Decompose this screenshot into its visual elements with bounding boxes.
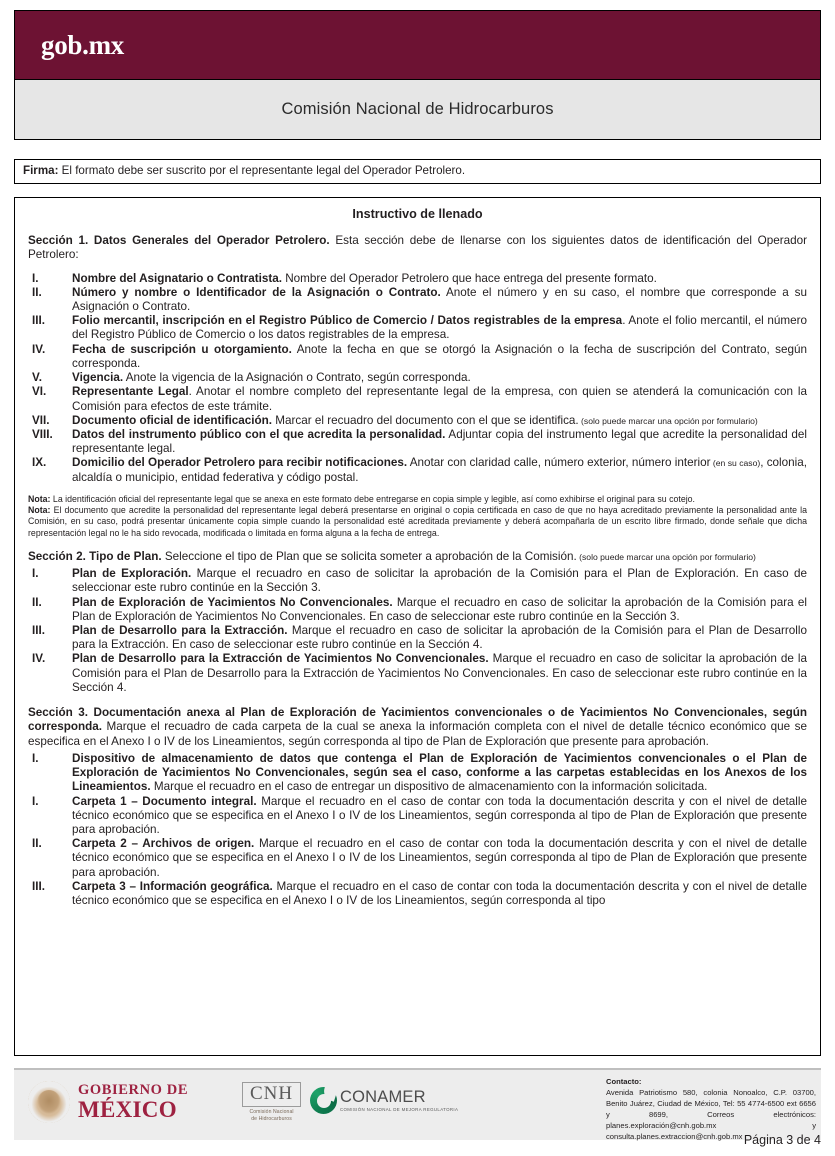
list-item-bold: Plan de Exploración de Yacimientos No Convencionales. bbox=[72, 595, 393, 609]
agency-title-bar bbox=[15, 79, 820, 139]
contacto-title: Contacto: bbox=[606, 1077, 642, 1086]
list-item-text: Marque el recuadro en caso de solicitar la aprobación de la Comisión para el Plan de Desarrollo para la Extracción de Yacimientos No Convencionales. En caso de seleccionar este rubro continúe en la Sección 4. bbox=[72, 652, 807, 694]
list-item bbox=[28, 795, 807, 838]
list-item-bold: Datos del instrumento público con el que acredita la personalidad. bbox=[72, 427, 446, 441]
list-item-numeral: VII. bbox=[32, 413, 50, 427]
cnh-acronym-box bbox=[242, 1082, 301, 1107]
list-item bbox=[28, 652, 807, 695]
list-item-bold: Dispositivo de almacenamiento de datos que contenga el Plan de Exploración de Yacimientos convencionales o el Plan de Exploración de Yacimientos No Convencionales, según sea el caso, conforme a las carpetas establecidas en los Anexos de los Lineamientos. bbox=[72, 751, 807, 794]
seccion1-notas bbox=[28, 494, 807, 539]
nota-1-label: Nota: bbox=[28, 493, 51, 504]
list-item bbox=[28, 624, 807, 652]
list-item bbox=[28, 752, 807, 795]
document-header bbox=[14, 10, 821, 140]
list-item-numeral: II. bbox=[32, 285, 42, 299]
seccion3-heading-bold: Sección 3. Documentación anexa al Plan de Exploración de Yacimientos convencionales o de Yacimientos No Convencionales, según corresponda. bbox=[28, 706, 807, 734]
list-item-text: Anote el número y en su caso, el nombre que corresponde a su Asignación o Contrato. bbox=[72, 285, 807, 313]
list-item-text-cont: , colonia, alcaldía o municipio, entidad federativa y código postal. bbox=[72, 456, 807, 484]
contacto-text: Avenida Patriotismo 580, colonia Nonoalco, C.P. 03700, Benito Juárez, Ciudad de México, Tel: 55 4774-6500 ext 6656 y 8699, Correos electrónicos: planes.exploración@cnh.gob.mx y consulta.planes.extraccion@cnh.gob.mx bbox=[606, 1087, 816, 1141]
nota-1 bbox=[28, 494, 807, 505]
list-item-numeral: II. bbox=[32, 595, 42, 609]
nota-2-text: El documento que acredite la personalidad del representante legal deberá presentarse en original o copia certificada en caso de que no haya acreditado previamente la personalidad ante la Comisión, en su caso, podrá presentar únicamente copia simple cuando la personalidad esté acreditada previamente y deberá acompañarla de un escrito libre firmado, donde señale que dicha representación legal no le ha sido revocada, modificada o limitada en forma alguna a la fecha de entrega. bbox=[28, 505, 807, 538]
seccion1-list bbox=[28, 272, 807, 485]
list-item-fineprint: (en su caso) bbox=[710, 458, 761, 469]
list-item-bold: Fecha de suscripción u otorgamiento. bbox=[72, 342, 292, 356]
list-item-bold: Folio mercantil, inscripción en el Registro Público de Comercio / Datos registrables de la empresa bbox=[72, 314, 623, 328]
nota-2 bbox=[28, 505, 807, 539]
list-item-bold: Representante Legal bbox=[72, 385, 189, 399]
list-item-numeral: VI. bbox=[32, 385, 47, 399]
gobierno-label-line2: MÉXICO bbox=[78, 1097, 177, 1123]
list-item bbox=[28, 343, 807, 371]
list-item-bold: Número y nombre o Identificador de la Asignación o Contrato. bbox=[72, 285, 441, 299]
list-item-numeral: IV. bbox=[32, 652, 46, 666]
firma-box bbox=[14, 159, 821, 184]
list-item-numeral: V. bbox=[32, 371, 42, 385]
list-item-text: Marcar el recuadro del documento con el que se identifica. bbox=[272, 413, 579, 427]
seccion3-heading-rest: Marque el recuadro de cada carpeta de la cual se anexa la información completa con el nivel de detalle técnico económico que se especifica en el Anexo I o IV de los Lineamientos, según corresponda al tipo de Plan de Exploración que presente para aprobación. bbox=[28, 720, 807, 748]
list-item-text: . Anotar el nombre completo del representante legal de la empresa, con quien se atenderá la comunicación con la Comisión para efectos de este trámite. bbox=[72, 385, 807, 413]
list-item-numeral: IX. bbox=[32, 456, 47, 470]
list-item-numeral: VIII. bbox=[32, 427, 53, 441]
list-item-text: Marque el recuadro en el caso de contar con toda la documentación descrita y con el nivel de detalle técnico económico que se especifica en el Anexo I o IV de los Lineamientos, según corresponda al tipo de Plan de Exploración que presente para aprobación. bbox=[72, 794, 807, 836]
list-item-numeral: IV. bbox=[32, 342, 46, 356]
list-item-bold: Nombre del Asignatario o Contratista. bbox=[72, 271, 282, 285]
nota-1-text: La identificación oficial del representante legal que se anexa en este formato debe entregarse en copia simple y legible, así como exhibirse el original para su cotejo. bbox=[50, 493, 695, 504]
list-item-numeral: II. bbox=[32, 837, 42, 851]
conamer-logo bbox=[310, 1087, 458, 1114]
list-item-numeral: III. bbox=[32, 879, 45, 893]
list-item bbox=[28, 314, 807, 342]
list-item-numeral: I. bbox=[32, 271, 39, 285]
list-item bbox=[28, 286, 807, 314]
conamer-name: CONAMER bbox=[340, 1088, 426, 1107]
list-item-bold: Documento oficial de identificación. bbox=[72, 413, 273, 427]
list-item-bold: Plan de Exploración. bbox=[72, 567, 192, 581]
list-item-numeral: III. bbox=[32, 314, 45, 328]
list-item-numeral: I. bbox=[32, 794, 39, 808]
page-number: Página 3 de 4 bbox=[743, 1133, 821, 1147]
gobmx-brand-bar bbox=[15, 11, 820, 79]
cnh-acronym: CNH bbox=[250, 1083, 294, 1104]
list-item-text: Marque el recuadro en caso de solicitar la aprobación de la Comisión para el Plan de Desarrollo para la Extracción. En caso de seleccionar este rubro continúe en la Sección 4. bbox=[72, 623, 807, 652]
gobierno-label-line1: GOBIERNO DE bbox=[78, 1081, 189, 1098]
gobierno-de-mexico-logo bbox=[28, 1081, 188, 1123]
seccion2-heading bbox=[28, 550, 807, 564]
list-item-text: Anotar con claridad calle, número exterior, número interior bbox=[407, 456, 711, 470]
list-item-text: . Anote el folio mercantil, el número del Registro Público de Comercio o los datos registrables de la empresa. bbox=[72, 314, 807, 342]
list-item bbox=[28, 596, 807, 624]
list-item-text: Marque el recuadro en caso de solicitar la aprobación de la Comisión para el Plan de Exploración. En caso de seleccionar este rubro continúe en la Sección 3. bbox=[72, 567, 807, 595]
list-item-bold: Vigencia. bbox=[72, 371, 124, 385]
mexican-eagle-seal-icon bbox=[28, 1081, 70, 1123]
seccion3-heading bbox=[28, 706, 807, 749]
seccion2-list bbox=[28, 567, 807, 695]
list-item-text: Marque el recuadro en el caso de contar con toda la documentación descrita y con el nivel de detalle técnico económico que se especifica en el Anexo I o IV de los Lineamientos, según corresponda al tipo de Plan de Exploración que presente para aprobación. bbox=[72, 837, 807, 879]
list-item-text: Marque el recuadro en caso de solicitar la aprobación de la Comisión para el Plan de Exploración de Yacimientos No Convencionales. En caso de seleccionar este rubro continúe en la Sección 3. bbox=[72, 595, 807, 623]
seccion3-list bbox=[28, 752, 807, 908]
list-item-bold: Carpeta 2 – Archivos de origen. bbox=[72, 837, 255, 851]
nota-2-label: Nota: bbox=[28, 505, 51, 516]
list-item-text: Adjuntar copia del instrumento legal que acredite la personalidad del representante legal. bbox=[72, 427, 807, 456]
seccion1-heading-bold: Sección 1. Datos Generales del Operador Petrolero. bbox=[28, 234, 330, 247]
seccion2-heading-bold: Sección 2. Tipo de Plan. bbox=[28, 549, 162, 563]
list-item-numeral: I. bbox=[32, 751, 39, 765]
list-item bbox=[28, 385, 807, 413]
list-item-numeral: I. bbox=[32, 567, 39, 581]
cnh-logo bbox=[242, 1082, 301, 1123]
list-item bbox=[28, 414, 807, 428]
seccion1-heading-rest: Esta sección debe de llenarse con los siguientes datos de identificación del Operador Petrolero: bbox=[28, 234, 807, 262]
list-item bbox=[28, 456, 807, 484]
cnh-subtitle-line1: Comisión Nacional bbox=[249, 1108, 294, 1115]
list-item-bold: Carpeta 3 – Información geográfica. bbox=[72, 879, 273, 893]
list-item bbox=[28, 272, 807, 286]
list-item-text: Anote la vigencia de la Asignación o Contrato, según corresponda. bbox=[123, 371, 471, 385]
list-item-text: Marque el recuadro en el caso de contar con toda la documentación descrita y con el nivel de detalle técnico económico que se especifica en el Anexo I o IV de los Lineamientos, según corresponda al tipo bbox=[72, 879, 807, 908]
seccion2-heading-fineprint: (solo puede marcar una opción por formulario) bbox=[576, 551, 756, 562]
gobmx-logo-text: gob.mx bbox=[41, 29, 124, 60]
agency-title: Comisión Nacional de Hidrocarburos bbox=[281, 100, 554, 118]
instructivo-box bbox=[14, 197, 821, 1056]
list-item bbox=[28, 837, 807, 880]
list-item bbox=[28, 371, 807, 385]
document-footer bbox=[14, 1068, 821, 1140]
list-item-bold: Domicilio del Operador Petrolero para recibir notificaciones. bbox=[72, 456, 408, 470]
list-item-numeral: III. bbox=[32, 623, 45, 637]
list-item-fineprint: (solo puede marcar una opción por formulario) bbox=[578, 415, 758, 426]
list-item-text: Marque el recuadro en el caso de entregar un dispositivo de almacenamiento con la información solicitada. bbox=[150, 780, 708, 794]
list-item-bold: Plan de Desarrollo para la Extracción. bbox=[72, 623, 288, 637]
seccion2-heading-rest: Seleccione el tipo de Plan que se solicita someter a aprobación de la Comisión. bbox=[161, 549, 577, 563]
list-item-text: Nombre del Operador Petrolero que hace entrega del presente formato. bbox=[281, 271, 657, 285]
conamer-mark-icon bbox=[310, 1087, 337, 1114]
list-item-text: Anote la fecha en que se otorgó la Asignación o la fecha de suscripción del Contrato, según corresponda. bbox=[72, 342, 808, 370]
instructivo-title: Instructivo de llenado bbox=[352, 207, 483, 221]
list-item bbox=[28, 428, 807, 456]
list-item bbox=[28, 567, 807, 595]
list-item-bold: Plan de Desarrollo para la Extracción de Yacimientos No Convencionales. bbox=[72, 652, 489, 666]
list-item bbox=[28, 880, 807, 908]
firma-text: El formato debe ser suscrito por el representante legal del Operador Petrolero. bbox=[58, 164, 466, 177]
cnh-subtitle-line2: de Hidrocarburos bbox=[251, 1115, 292, 1122]
list-item-bold: Carpeta 1 – Documento integral. bbox=[72, 794, 257, 808]
seccion1-heading bbox=[28, 234, 807, 263]
conamer-subtitle: COMISIÓN NACIONAL DE MEJORA REGULATORIA bbox=[340, 1106, 459, 1112]
firma-label: Firma: bbox=[23, 164, 59, 177]
